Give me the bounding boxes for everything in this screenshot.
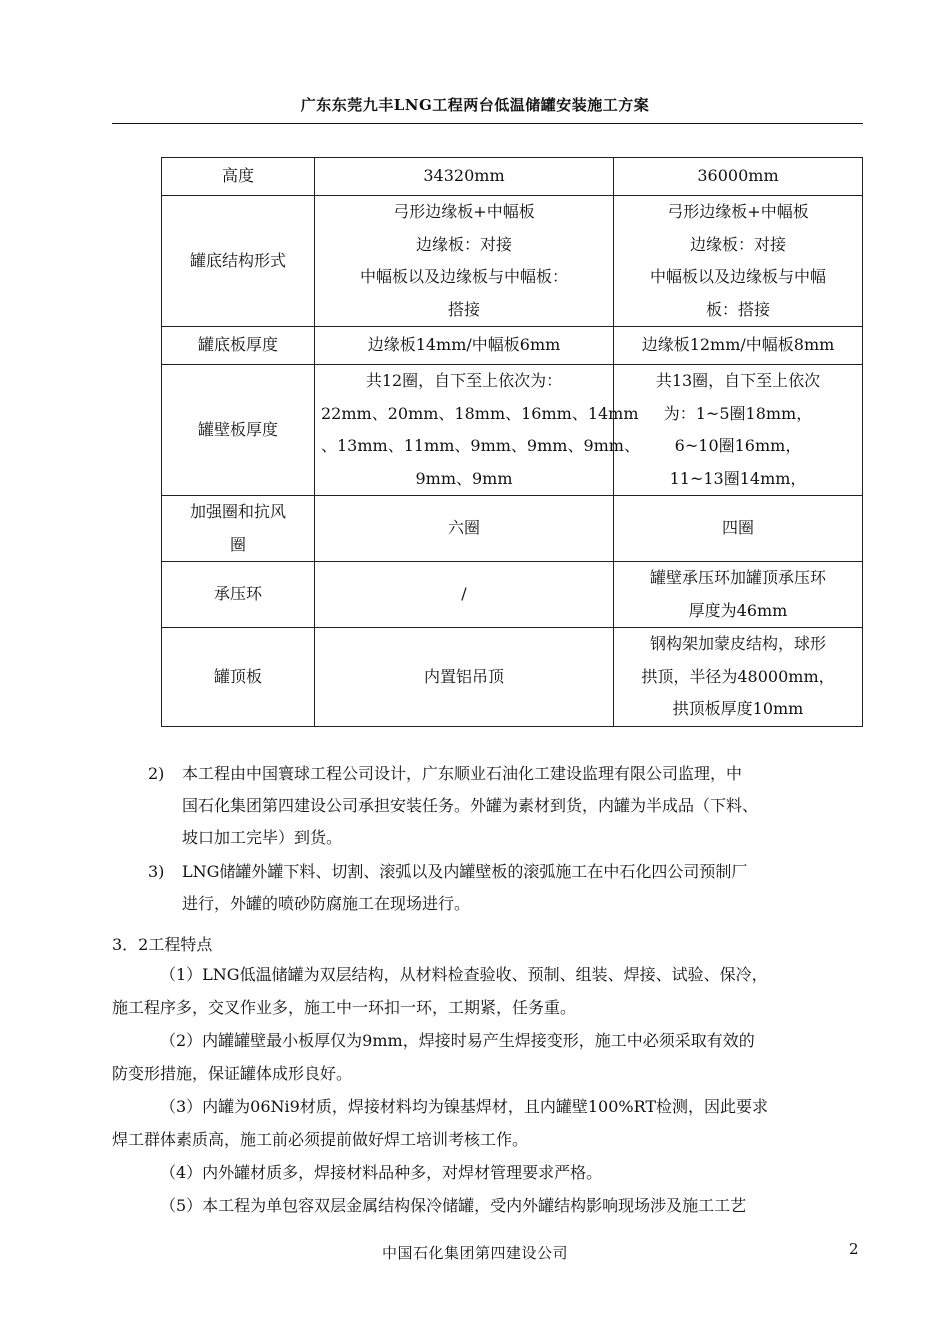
list-line: LNG储罐外罐下料、切割、滚弧以及内罐壁板的滚弧施工在中石化四公司预制厂 (182, 862, 748, 881)
table-cell (614, 158, 863, 196)
table-row (162, 158, 863, 196)
list-text (182, 758, 868, 854)
table-cell (315, 327, 614, 365)
table-cell (315, 562, 614, 628)
table-row (162, 496, 863, 562)
list-number: 2) (148, 764, 165, 783)
cell-text-line: 搭接 (447, 299, 480, 319)
table-row-label (162, 196, 315, 327)
cell-text-line: 边缘板：对接 (415, 234, 512, 254)
cell-text-line: 高度 (221, 166, 254, 186)
cell-text-line: 边缘板12mm/中幅板8mm (641, 335, 835, 355)
paragraph-line: （5）本工程为单包容双层金属结构保冷储罐，受内外罐结构影响现场涉及施工工艺 (160, 1196, 747, 1215)
cell-text-line: 共13圈，自下至上依次 (655, 371, 821, 390)
cell-text-line: 9mm、9mm (415, 468, 513, 488)
cell-text-line: 34320mm (423, 166, 505, 186)
page-number: 2 (849, 1240, 859, 1258)
cell-text-line: 罐顶板 (213, 666, 262, 686)
cell-text-line: 承压环 (213, 584, 262, 604)
table-cell (315, 496, 614, 562)
cell-text-line: 共12圈，自下至上依次为： (365, 371, 563, 390)
paragraph-5 (112, 1189, 862, 1222)
table-cell (614, 327, 863, 365)
list-item-3 (148, 856, 868, 920)
table-cell (315, 628, 614, 727)
header-divider (112, 123, 863, 124)
table-cell (315, 158, 614, 196)
cell-text-line: 四圈 (721, 518, 754, 538)
table-row (162, 628, 863, 727)
table-row (162, 196, 863, 327)
list-text (182, 856, 868, 920)
cell-text-line: 拱顶板厚度10mm (672, 699, 804, 718)
cell-text-line: 罐壁承压环加罐顶承压环 (649, 568, 826, 587)
table-row-label (162, 628, 315, 727)
table-cell (614, 196, 863, 327)
cell-text-line: / (461, 584, 467, 604)
table-row-label (162, 365, 315, 496)
paragraph-line: （1）LNG低温储罐为双层结构，从材料检查验收、预制、组装、焊接、试验、保冷， (160, 965, 768, 984)
cell-text-line: 圈 (229, 534, 246, 554)
cell-text-line: 为：1~5圈18mm， (663, 403, 813, 423)
table-row (162, 562, 863, 628)
cell-text-line: 中幅板以及边缘板与中幅板： (359, 267, 568, 286)
table-cell (315, 365, 640, 496)
paragraph-3 (112, 1090, 862, 1156)
table-cell (614, 365, 863, 496)
cell-text-line: 罐底结构形式 (189, 250, 286, 270)
paragraph-line: （3）内罐为06Ni9材质，焊接材料均为镍基焊材，且内罐壁100%RT检测，因此要求 (160, 1097, 769, 1116)
cell-text-line: 11~13圈14mm， (669, 468, 807, 488)
cell-text-line: 内置铝吊顶 (423, 666, 504, 686)
paragraph-2 (112, 1024, 862, 1090)
cell-text-line: 罐底板厚度 (197, 335, 278, 355)
paragraph-line: （2）内罐罐壁最小板厚仅为9mm，焊接时易产生焊接变形，施工中必须采取有效的 (160, 1031, 755, 1050)
cell-text-line: 36000mm (697, 166, 779, 186)
list-line: 坡口加工完毕）到货。 (182, 828, 343, 847)
cell-text-line: 弓形边缘板+中幅板 (667, 202, 809, 221)
paragraph-4 (112, 1156, 862, 1189)
cell-text-line: 、13mm、11mm、9mm、9mm、9mm、 (321, 436, 640, 455)
list-line: 国石化集团第四建设公司承担安装任务。外罐为素材到货，内罐为半成品（下料、 (182, 796, 759, 815)
cell-text-line: 拱顶，半径为48000mm， (641, 666, 835, 686)
spec-table (161, 157, 863, 727)
table-row (162, 327, 863, 365)
table-row-label (162, 327, 315, 365)
list-line: 进行，外罐的喷砂防腐施工在现场进行。 (182, 894, 471, 913)
cell-text-line: 弓形边缘板+中幅板 (393, 202, 535, 221)
list-line: 本工程由中国寰球工程公司设计，广东顺业石油化工建设监理有限公司监理，中 (182, 764, 743, 783)
footer-organization: 中国石化集团第四建设公司 (381, 1244, 568, 1262)
paragraph-line: 施工程序多，交叉作业多，施工中一环扣一环，工期紧，任务重。 (112, 998, 577, 1017)
cell-text-line: 六圈 (447, 518, 480, 538)
cell-text-line: 6~10圈16mm， (674, 436, 802, 455)
cell-text-line: 22mm、20mm、18mm、16mm、14mm (321, 403, 639, 423)
section-title: 3．2工程特点 (112, 935, 213, 954)
list-item-2 (148, 758, 868, 854)
cell-text-line: 厚度为46mm (688, 600, 788, 620)
cell-text-line: 边缘板：对接 (689, 234, 786, 254)
table-row (162, 365, 863, 496)
cell-text-line: 边缘板14mm/中幅板6mm (367, 335, 561, 355)
cell-text-line: 板：搭接 (705, 299, 770, 319)
cell-text-line: 钢构架加蒙皮结构，球形 (649, 634, 826, 653)
table-row-label (162, 562, 315, 628)
table-cell (614, 628, 863, 727)
page-header-title: 广东东莞九丰LNG工程两台低温储罐安装施工方案 (300, 96, 650, 114)
list-number: 3) (148, 862, 165, 881)
table-row-label (162, 496, 315, 562)
paragraph-line: 防变形措施，保证罐体成形良好。 (112, 1064, 353, 1083)
paragraph-line: （4）内外罐材质多，焊接材料品种多，对焊材管理要求严格。 (160, 1163, 603, 1182)
table-row-label (162, 158, 315, 196)
paragraph-line: 焊工群体素质高，施工前必须提前做好焊工培训考核工作。 (112, 1130, 529, 1149)
cell-text-line: 中幅板以及边缘板与中幅 (649, 267, 826, 286)
table-cell (315, 196, 614, 327)
cell-text-line: 罐壁板厚度 (197, 419, 278, 439)
table-cell (614, 562, 863, 628)
cell-text-line: 加强圈和抗风 (189, 502, 286, 521)
paragraph-1 (112, 958, 862, 1024)
table-cell (614, 496, 863, 562)
